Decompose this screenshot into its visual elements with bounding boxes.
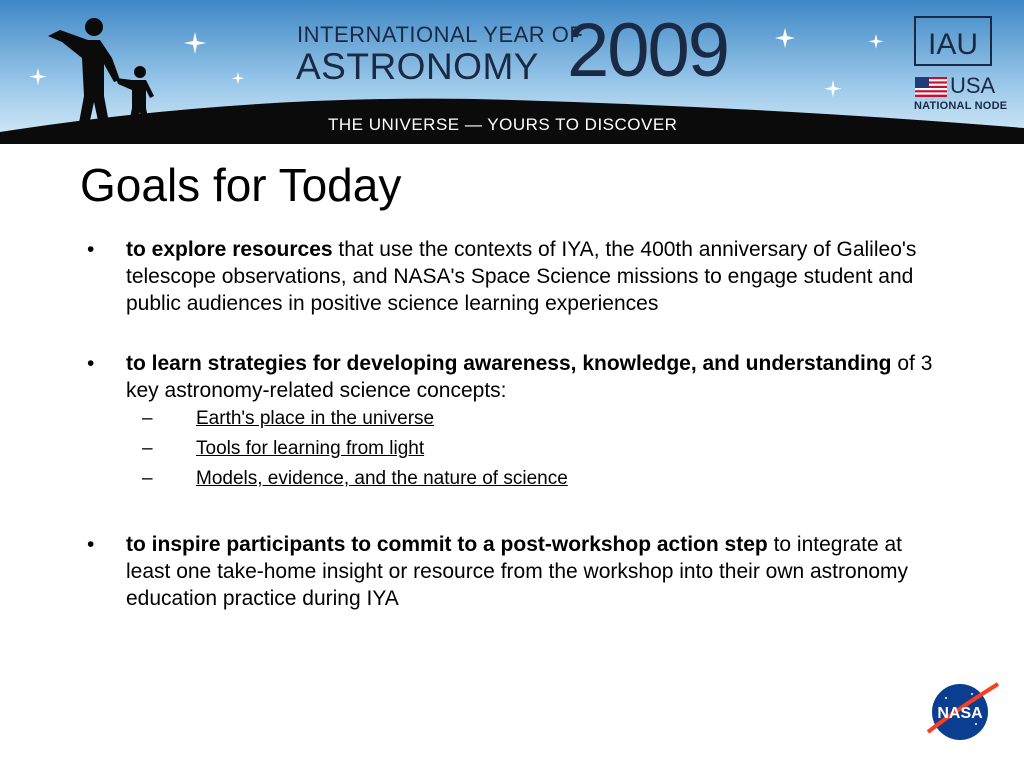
bullet-glyph: •: [87, 352, 95, 375]
bullet-glyph: •: [87, 533, 95, 556]
concept-link-models-evidence[interactable]: Models, evidence, and the nature of science: [196, 468, 568, 489]
national-node-label: NATIONAL NODE: [914, 100, 1008, 112]
concept-item: [80, 464, 950, 494]
concept-item: [80, 404, 950, 434]
nasa-logo-text: NASA: [937, 705, 983, 722]
goal-text: that use the contexts of IYA, the 400th anniversary of Galileo's telescope observations, and NASA's Space Science missions to engage student and public audiences in positive science learning experiences: [126, 238, 917, 315]
us-flag-icon: [915, 77, 947, 97]
dash-glyph: –: [142, 438, 153, 459]
iya-year: 2009: [567, 8, 729, 93]
concept-link-tools-light[interactable]: Tools for learning from light: [196, 438, 425, 459]
iya-title-line2: ASTRONOMY: [296, 46, 539, 87]
goal-item-learn: [80, 350, 950, 404]
iya-banner: [0, 0, 1024, 144]
goal-bold-text: to inspire participants to commit to a post-workshop action step: [126, 533, 768, 556]
bullet-glyph: •: [87, 238, 95, 261]
goals-list: [80, 236, 950, 612]
banner-tagline: THE UNIVERSE — YOURS TO DISCOVER: [328, 115, 678, 134]
iau-logo-text: IAU: [927, 28, 979, 61]
dash-glyph: –: [142, 468, 153, 489]
goal-bold-text: to explore resources: [126, 238, 333, 261]
slide-title: Goals for Today: [80, 159, 402, 211]
usa-label: USA: [950, 73, 996, 98]
iau-logo-icon: [914, 16, 992, 66]
iya-title-line1: INTERNATIONAL YEAR OF: [297, 22, 584, 47]
goal-text: to integrate at least one take-home insight or resource from the workshop into their own astronomy education practice during IYA: [126, 533, 909, 610]
goal-bold-text: to learn strategies for developing awareness, knowledge, and understanding: [126, 352, 892, 375]
goal-item-explore: [80, 236, 950, 317]
nasa-logo-icon: [926, 680, 1000, 742]
goal-item-inspire: [80, 531, 950, 612]
concept-item: [80, 434, 950, 464]
dash-glyph: –: [142, 408, 153, 429]
concept-link-earths-place[interactable]: Earth's place in the universe: [196, 408, 435, 429]
goal-text: of 3 key astronomy-related science concepts:: [126, 352, 933, 402]
